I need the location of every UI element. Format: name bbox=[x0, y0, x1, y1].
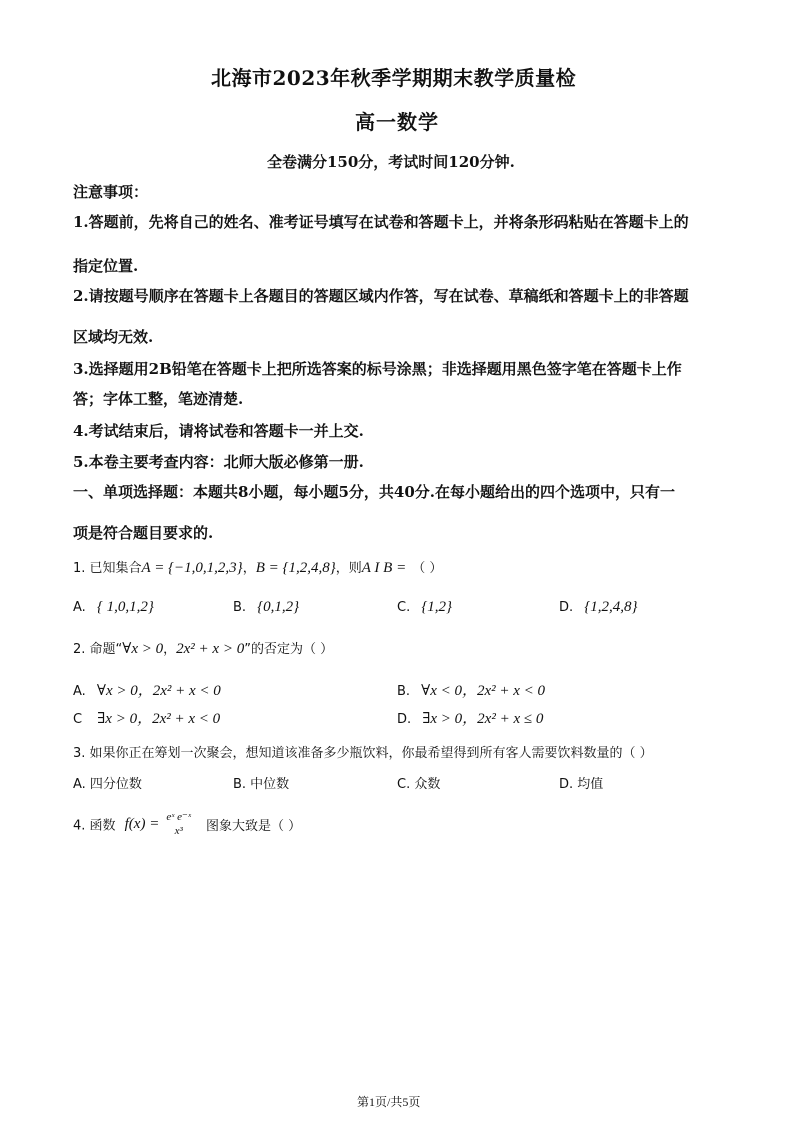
q2-option-b[interactable] bbox=[397, 679, 545, 700]
option-label: D. bbox=[559, 600, 574, 615]
note-4: 4.考试结束后，请将试卷和答题卡一并上交. bbox=[73, 422, 364, 440]
option-value: {1,2,4,8} bbox=[584, 599, 638, 615]
question-1-stem bbox=[73, 557, 442, 577]
option-value: {0,1,2} bbox=[257, 599, 300, 615]
option-label: A. bbox=[73, 684, 86, 699]
fraction-denominator: x³ bbox=[174, 825, 183, 837]
exam-title: 北海市2023年秋季学期期末教学质量检 bbox=[211, 66, 577, 90]
option-value: {1,2} bbox=[421, 599, 453, 615]
option-value: ∀x < 0，2x² + x < 0 bbox=[421, 683, 546, 699]
note-2-line-1: 2.请按题号顺序在答题卡上各题目的答题区域内作答，写在试卷、草稿纸和答题卡上的非答题 bbox=[73, 287, 689, 305]
q1-option-d[interactable] bbox=[559, 596, 638, 616]
notes-heading: 注意事项： bbox=[73, 183, 149, 201]
question-4-stem bbox=[73, 810, 301, 838]
question-4-prefix: 4. 函数 bbox=[73, 818, 116, 834]
intersection-expression: A I B = bbox=[361, 560, 407, 576]
note-3-line-1: 3.选择题用2B铅笔在答题卡上把所选答案的标号涂黑；非选择题用黑色签字笔在答题卡上作 bbox=[73, 360, 682, 378]
option-value: ∃x > 0，2x² + x ≤ 0 bbox=[422, 711, 544, 727]
answer-paren: （ ） bbox=[412, 561, 443, 576]
option-label: C bbox=[73, 712, 83, 727]
q3-option-d[interactable]: D. 均值 bbox=[559, 777, 604, 792]
page-number: 第1页/共5页 bbox=[357, 1095, 421, 1109]
section-1-heading-line-2: 项是符合题目要求的. bbox=[73, 524, 214, 542]
option-value: ∃x > 0，2x² + x < 0 bbox=[97, 711, 221, 727]
set-a: A = {−1,0,1,2,3} bbox=[141, 560, 243, 576]
option-value: { 1,0,1,2} bbox=[96, 599, 154, 615]
q2-option-c[interactable] bbox=[73, 707, 220, 728]
function-name: f(x) = bbox=[124, 815, 160, 832]
note-2-line-2: 区域均无效. bbox=[73, 328, 154, 346]
option-label: B. bbox=[397, 684, 411, 699]
inequality-expression: 2x² + x > 0 bbox=[176, 641, 245, 657]
q3-option-b[interactable]: B. 中位数 bbox=[233, 777, 290, 792]
set-b: B = {1,2,4,8} bbox=[255, 560, 336, 576]
option-value: ∀x > 0，2x² + x < 0 bbox=[96, 683, 221, 699]
question-1-prefix: 1. 已知集合 bbox=[73, 561, 142, 576]
q3-option-a[interactable]: A. 四分位数 bbox=[73, 777, 142, 792]
note-5: 5.本卷主要考查内容：北师大版必修第一册. bbox=[73, 453, 364, 471]
exam-info: 全卷满分150分，考试时间120分钟. bbox=[267, 153, 515, 171]
q1-option-b[interactable] bbox=[233, 596, 299, 616]
section-1-heading-line-1: 一、单项选择题：本题共8小题，每小题5分，共40分.在每小题给出的四个选项中，只有一 bbox=[73, 483, 675, 501]
q3-option-c[interactable]: C. 众数 bbox=[397, 777, 441, 792]
option-label: B. bbox=[233, 600, 247, 615]
question-2-prefix: 2. 命题“ bbox=[73, 642, 123, 657]
fraction-numerator: eˣ e⁻ˣ bbox=[166, 811, 191, 823]
separator: ， bbox=[163, 642, 177, 657]
option-label: D. bbox=[397, 712, 412, 727]
option-label: A. bbox=[73, 600, 86, 615]
separator: ， bbox=[242, 561, 256, 576]
q2-option-d[interactable] bbox=[397, 707, 543, 728]
note-1-line-2: 指定位置. bbox=[73, 257, 139, 275]
function-fraction bbox=[166, 810, 191, 838]
question-3-stem: 3. 如果你正在筹划一次聚会，想知道该准备多少瓶饮料，你最希望得到所有客人需要饮料数量的（ ） bbox=[73, 746, 653, 761]
note-1-line-1: 1.答题前，先将自己的姓名、准考证号填写在试卷和答题卡上，并将条形码粘贴在答题卡上的 bbox=[73, 213, 689, 231]
question-2-suffix: ”的否定为（ ） bbox=[244, 642, 334, 657]
quantifier-expression: ∀x > 0 bbox=[122, 641, 164, 657]
question-2-stem bbox=[73, 638, 333, 658]
q1-option-c[interactable] bbox=[397, 596, 452, 616]
q1-option-a[interactable] bbox=[73, 596, 154, 616]
question-4-suffix: 图象大致是（ ） bbox=[206, 818, 302, 834]
separator: ，则 bbox=[335, 561, 362, 576]
option-label: C. bbox=[397, 600, 411, 615]
q2-option-a[interactable] bbox=[73, 679, 221, 700]
note-3-line-2: 答；字体工整，笔迹清楚. bbox=[73, 390, 244, 408]
exam-subtitle: 高一数学 bbox=[355, 110, 439, 134]
